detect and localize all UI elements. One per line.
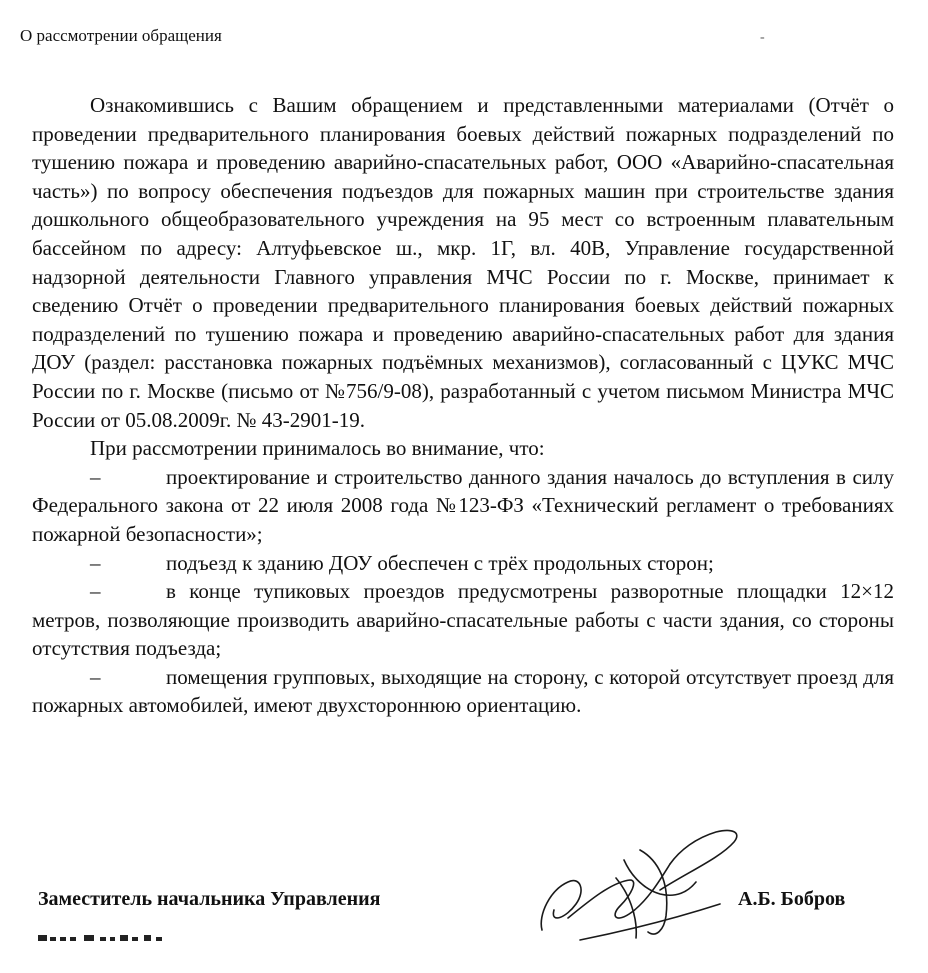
signatory-title: Заместитель начальника Управления <box>38 888 381 910</box>
list-item <box>32 577 894 663</box>
list-item-text: проектирование и строительство данного здания началось до вступления в силу Федерального закона от 22 июля 2008 года №123-ФЗ «Технический регламент о требованиях пожарной безопасности»; <box>32 464 894 546</box>
list-item-text: в конце тупиковых проездов предусмотрены разворотные площадки 12×12 метров, позволяющие производить аварийно-спасательные работы с части здания, со стороны отсутствия подъезда; <box>32 579 894 661</box>
letter-body <box>32 91 894 720</box>
dash-marker: – <box>90 579 101 604</box>
list-item <box>32 549 894 578</box>
letter-subject: О рассмотрении обращения <box>20 26 222 45</box>
handwritten-signature-icon <box>520 820 760 950</box>
dash-marker: – <box>90 550 101 575</box>
stray-mark: - <box>760 30 765 45</box>
signatory-name: А.Б. Бобров <box>738 888 846 910</box>
list-item-text: помещения групповых, выходящие на сторону, с которой отсутствует проезд для пожарных автомобилей, имеют двухстороннюю ориентацию. <box>32 664 894 718</box>
list-item <box>32 463 894 549</box>
dash-marker: – <box>90 664 101 689</box>
list-item-text: подъезд к зданию ДОУ обеспечен с трёх продольных сторон; <box>166 550 714 575</box>
cut-off-text-fragment <box>36 930 176 942</box>
dash-marker: – <box>90 464 101 489</box>
paragraph-main: Ознакомившись с Вашим обращением и представленными материалами (Отчёт о проведении предварительного планирования боевых действий пожарных подразделений по тушению пожара и проведению аварийно-спасательных работ, ООО «Аварийно-спасательная часть») по вопросу обеспечения подъездов для пожарных машин при строительстве здания дошкольного общеобразовательного учреждения на 95 мест со встроенным плавательным бассейном по адресу: Алтуфьевское ш., мкр. 1Г, вл. 40В, Управление государственной надзорной деятельности Главного управления МЧС России по г. Москве, принимает к сведению Отчёт о проведении предварительного планирования боевых действий пожарных подразделений по тушению пожара и проведению аварийно-спасательных работ для здания ДОУ (раздел: расстановка пожарных подъёмных механизмов), согласованный с ЦУКС МЧС России по г. Москве (письмо от №756/9-08), разработанный с учетом письмом Министра МЧС России от 05.08.2009г. № 43-2901-19. <box>32 93 894 432</box>
list-item <box>32 663 894 720</box>
paragraph-considerations: При рассмотрении принималось во внимание, что: <box>90 436 545 461</box>
